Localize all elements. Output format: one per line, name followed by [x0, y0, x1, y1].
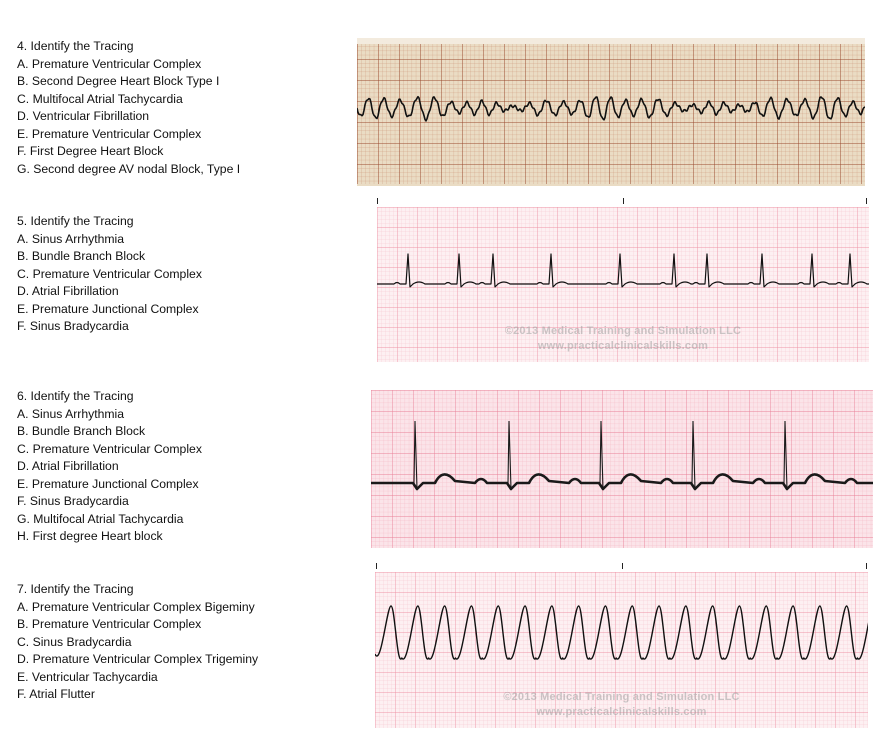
paper-grid [357, 44, 865, 184]
timing-tick [622, 563, 623, 569]
answer-option: F. Atrial Flutter [17, 687, 95, 701]
paper-grid [371, 390, 873, 548]
ecg-strip-7-svg [375, 572, 868, 728]
ecg-strip-4 [357, 38, 865, 186]
answer-option: A. Sinus Arrhythmia [17, 406, 125, 421]
question-title: 6. Identify the Tracing [17, 389, 134, 403]
answer-option: E. Ventricular Tachycardia [17, 669, 158, 684]
answer-option: C. Premature Ventricular Complex [17, 266, 202, 281]
timing-tick [377, 198, 378, 204]
answer-option: B. Second Degree Heart Block Type I [17, 74, 220, 88]
answer-option: E. Premature Junctional Complex [17, 476, 199, 491]
watermark-line-2: www.practicalclinicalskills.com [537, 340, 709, 352]
answer-option: G. Multifocal Atrial Tachycardia [17, 511, 184, 526]
ecg-strip-5 [377, 207, 869, 362]
question-6 [17, 388, 347, 546]
answer-option: A. Premature Ventricular Complex [17, 56, 202, 71]
answer-option: C. Sinus Bradycardia [17, 634, 132, 649]
question-title: 5. Identify the Tracing [17, 214, 134, 228]
answer-option: F. Sinus Bradycardia [17, 494, 129, 508]
watermark-line-1: ©2013 Medical Training and Simulation LLC [503, 691, 740, 703]
timing-tick [866, 563, 867, 569]
question-4 [17, 38, 347, 178]
watermark-line-1: ©2013 Medical Training and Simulation LLC [504, 325, 742, 337]
answer-option: E. Premature Junctional Complex [17, 301, 199, 316]
answer-option: E. Premature Ventricular Complex [17, 126, 202, 141]
answer-option: C. Premature Ventricular Complex [17, 441, 202, 456]
question-title: 7. Identify the Tracing [17, 582, 134, 596]
answer-option: B. Premature Ventricular Complex [17, 617, 202, 631]
answer-option: F. First Degree Heart Block [17, 144, 164, 158]
answer-option: B. Bundle Branch Block [17, 424, 146, 438]
ecg-strip-4-svg [357, 38, 865, 186]
answer-option: D. Ventricular Fibrillation [17, 109, 150, 123]
timing-tick [866, 198, 867, 204]
answer-option: F. Sinus Bradycardia [17, 319, 129, 333]
question-7 [17, 581, 347, 704]
question-title: 4. Identify the Tracing [17, 39, 134, 53]
answer-option: C. Multifocal Atrial Tachycardia [17, 91, 183, 106]
watermark-line-2: www.practicalclinicalskills.com [536, 706, 707, 718]
answer-option: A. Sinus Arrhythmia [17, 231, 125, 246]
timing-tick [376, 563, 377, 569]
ecg-strip-6 [371, 390, 873, 548]
answer-option: H. First degree Heart block [17, 529, 163, 543]
question-5 [17, 213, 347, 336]
ecg-strip-5-svg [377, 207, 869, 362]
answer-option: D. Atrial Fibrillation [17, 284, 119, 298]
timing-tick [623, 198, 624, 204]
answer-option: D. Atrial Fibrillation [17, 459, 119, 473]
answer-option: A. Premature Ventricular Complex Bigeminy [17, 599, 255, 614]
answer-option: B. Bundle Branch Block [17, 249, 146, 263]
answer-option: D. Premature Ventricular Complex Trigeminy [17, 652, 259, 666]
answer-option: G. Second degree AV nodal Block, Type I [17, 161, 241, 176]
ecg-strip-7 [375, 572, 868, 728]
ecg-strip-6-svg [371, 390, 873, 548]
